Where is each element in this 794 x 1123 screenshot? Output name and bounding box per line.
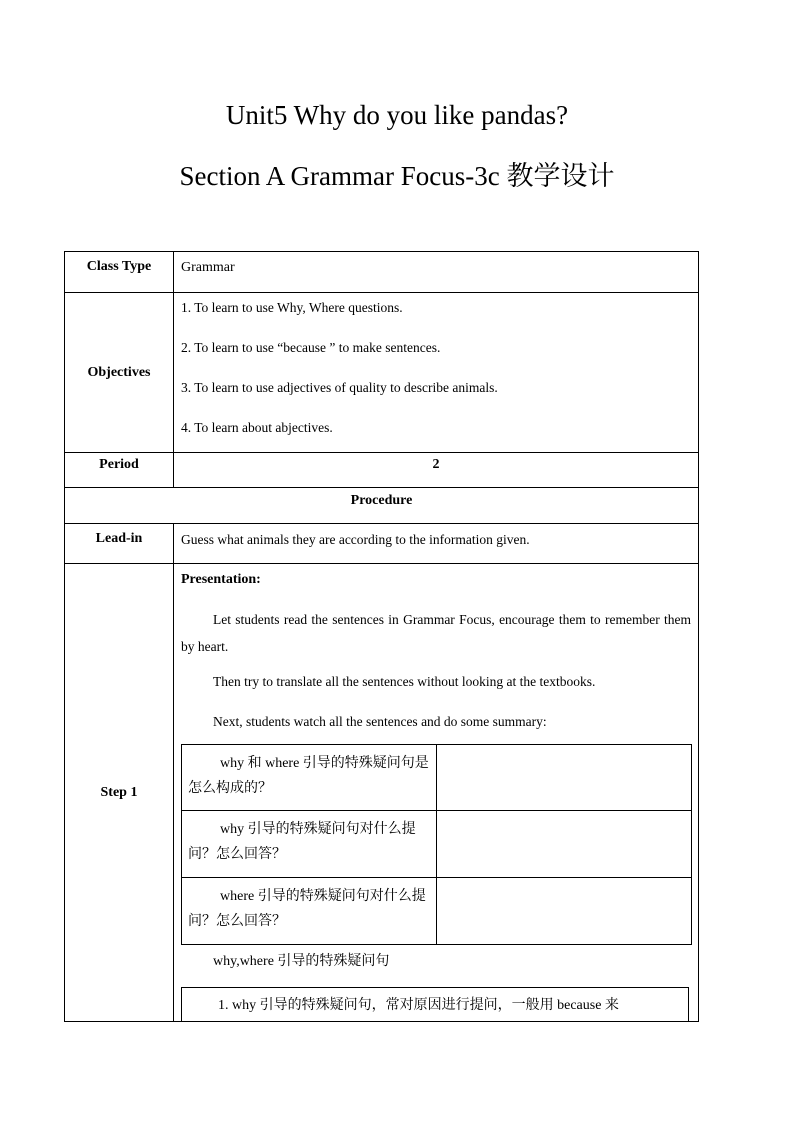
summary-answer-cell <box>437 745 692 811</box>
lead-in-value: Guess what animals they are according to the information given. <box>174 524 699 564</box>
period-label: Period <box>65 453 174 488</box>
summary-answer-cell <box>437 878 692 945</box>
procedure-row <box>65 488 699 524</box>
summary-table <box>181 744 692 945</box>
class-type-row <box>65 252 699 293</box>
document-title: Unit5 Why do you like pandas? <box>225 100 569 130</box>
summary-row <box>182 878 692 945</box>
class-type-value: Grammar <box>174 252 699 293</box>
step1-label: Step 1 <box>65 564 174 1022</box>
objective-item: 2. To learn to use “because ” to make sentences. <box>181 340 441 355</box>
summary-question: why 和 where 引导的特殊疑问句是怎么构成的？ <box>182 745 437 811</box>
class-type-label: Class Type <box>65 252 174 293</box>
summary-row <box>182 811 692 878</box>
summary-caption: why,where 引导的特殊疑问句 <box>213 954 390 969</box>
document-subtitle: Section A Grammar Focus-3c 教学设计 <box>179 161 615 191</box>
step1-content <box>174 564 699 1022</box>
grammar-note-box <box>181 987 689 1021</box>
lesson-plan-table <box>64 251 699 1022</box>
objective-item: 4. To learn about abjectives. <box>181 420 333 435</box>
summary-question: where 引导的特殊疑问句对什么提问？怎么回答？ <box>182 878 437 945</box>
period-row <box>65 453 699 488</box>
lead-in-row <box>65 524 699 564</box>
step1-row <box>65 564 699 1022</box>
step1-paragraph: Next, students watch all the sentences and do some summary: <box>213 714 547 729</box>
objective-item: 3. To learn to use adjectives of quality to describe animals. <box>181 380 498 395</box>
summary-row <box>182 745 692 811</box>
step1-paragraph: Then try to translate all the sentences without looking at the textbooks. <box>213 674 596 689</box>
summary-question: why 引导的特殊疑问句对什么提问？怎么回答？ <box>182 811 437 878</box>
objectives-label: Objectives <box>65 293 174 453</box>
presentation-heading: Presentation: <box>181 572 261 587</box>
summary-answer-cell <box>437 811 692 878</box>
objectives-list <box>174 293 699 453</box>
period-value: 2 <box>174 453 699 488</box>
grammar-note: 1. why 引导的特殊疑问句，常对原因进行提问，一般用 because 来 <box>218 998 619 1013</box>
lead-in-label: Lead-in <box>65 524 174 564</box>
objectives-row <box>65 293 699 453</box>
objective-item: 1. To learn to use Why, Where questions. <box>181 300 403 315</box>
step1-paragraph: Let students read the sentences in Grammar Focus, encourage them to remember them by heart. <box>181 612 691 654</box>
procedure-heading: Procedure <box>65 488 699 524</box>
